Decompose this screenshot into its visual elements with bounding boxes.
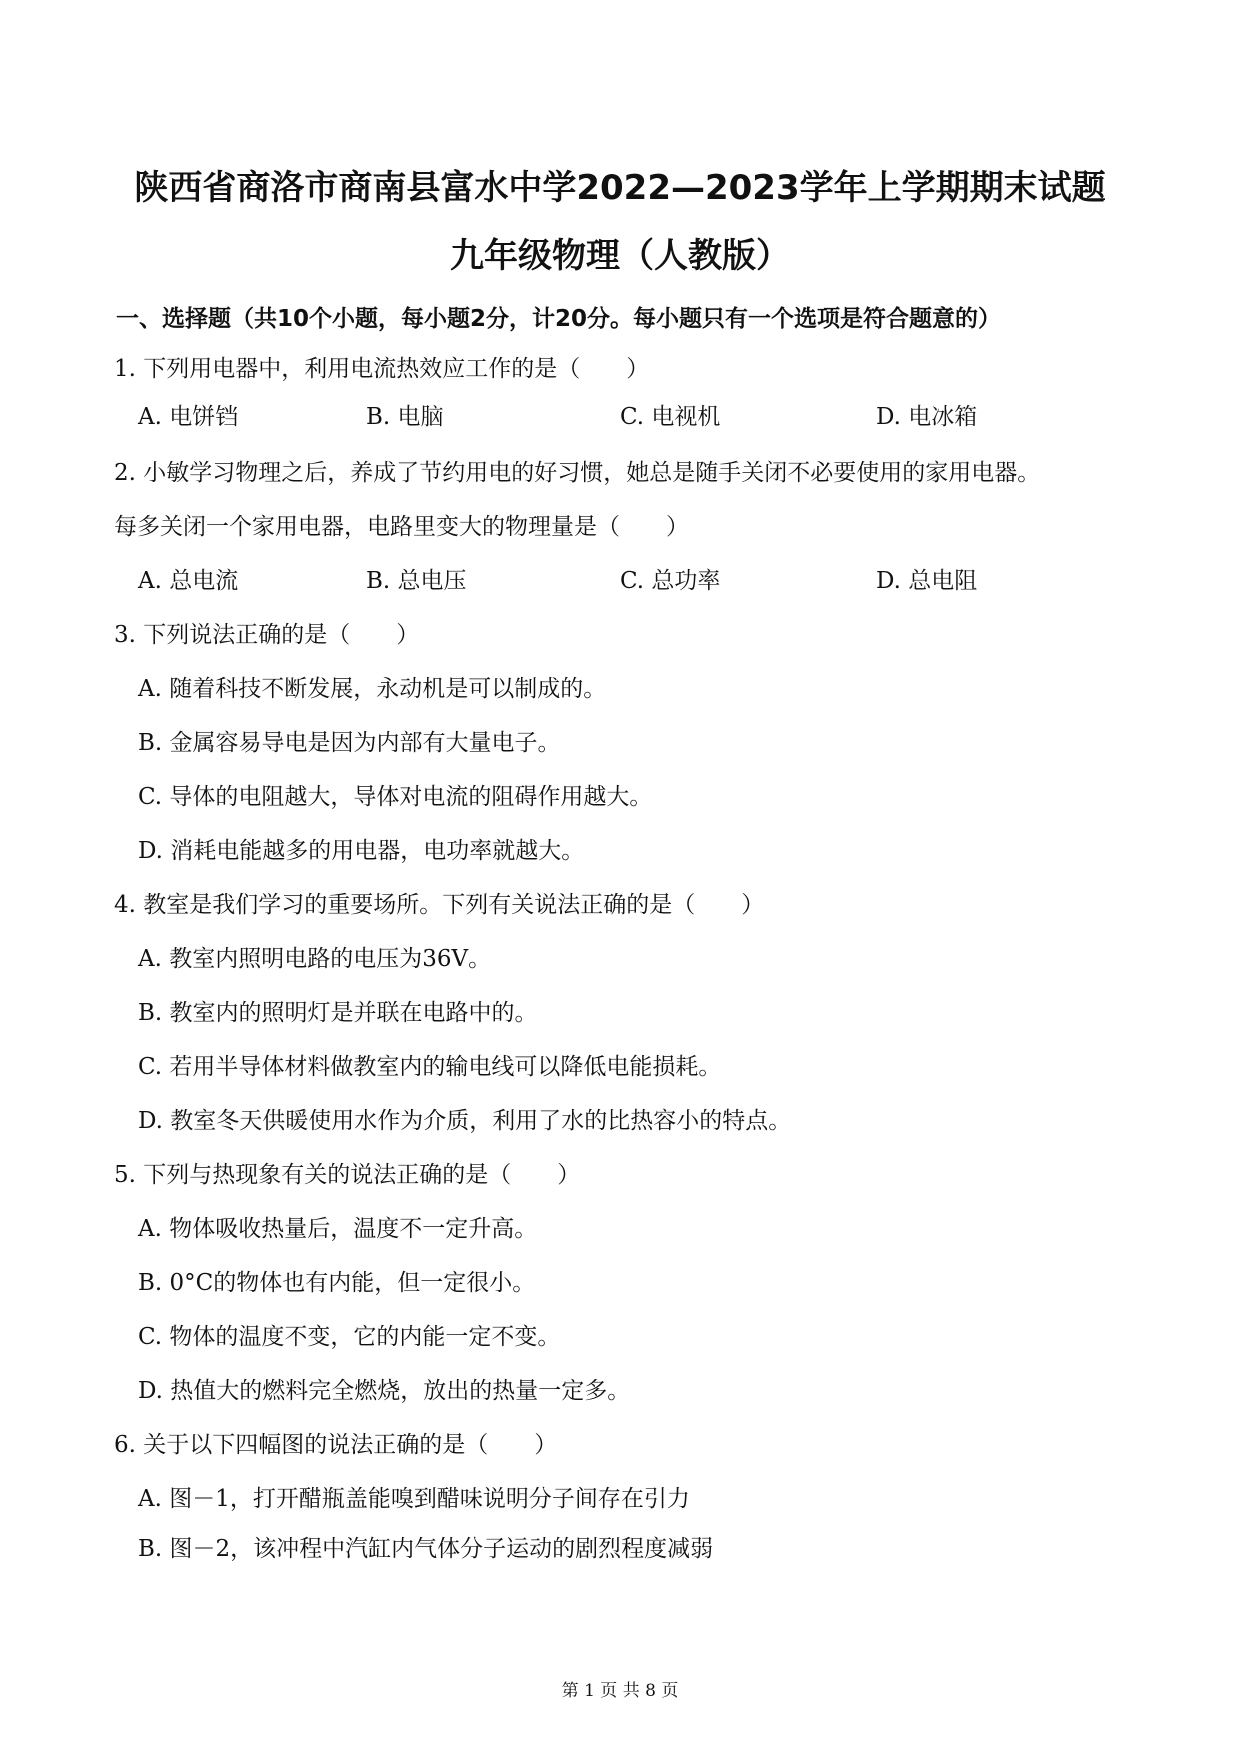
question-5-option-d: D. 热值大的燃料完全燃烧，放出的热量一定多。 (138, 1378, 631, 1404)
question-2-stem: 2. 小敏学习物理之后，养成了节约用电的好习惯，她总是随手关闭不必要使用的家用电器。 (114, 460, 1041, 486)
exam-title: 陕西省商洛市商南县富水中学2022—2023学年上学期期末试题 (134, 168, 1106, 208)
question-6-stem: 6. 关于以下四幅图的说法正确的是（ ） (114, 1432, 558, 1458)
question-1-stem: 1. 下列用电器中，利用电流热效应工作的是（ ） (114, 356, 650, 382)
question-4-option-c: C. 若用半导体材料做教室内的输电线可以降低电能损耗。 (138, 1054, 722, 1080)
question-1-option-d: D. 电冰箱 (876, 404, 978, 430)
question-5-stem: 5. 下列与热现象有关的说法正确的是（ ） (114, 1162, 581, 1188)
question-6-option-b: B. 图－2，该冲程中汽缸内气体分子运动的剧烈程度减弱 (138, 1536, 714, 1562)
question-5-option-c: C. 物体的温度不变，它的内能一定不变。 (138, 1324, 561, 1350)
question-1-option-b: B. 电脑 (366, 404, 444, 430)
question-2-option-b: B. 总电压 (366, 568, 467, 594)
question-3-option-c: C. 导体的电阻越大，导体对电流的阻碍作用越大。 (138, 784, 653, 810)
question-4-stem: 4. 教室是我们学习的重要场所。下列有关说法正确的是（ ） (114, 892, 765, 918)
question-3-option-b: B. 金属容易导电是因为内部有大量电子。 (138, 730, 561, 756)
question-4-option-b: B. 教室内的照明灯是并联在电路中的。 (138, 1000, 538, 1026)
question-5-option-b: B. 0°C的物体也有内能，但一定很小。 (138, 1270, 536, 1296)
question-3-stem: 3. 下列说法正确的是（ ） (114, 622, 420, 648)
question-2-option-d: D. 总电阻 (876, 568, 978, 594)
question-4-option-d: D. 教室冬天供暖使用水作为介质，利用了水的比热容小的特点。 (138, 1108, 792, 1134)
exam-subtitle: 九年级物理（人教版） (450, 236, 790, 276)
question-2-stem-continued: 每多关闭一个家用电器，电路里变大的物理量是（ ） (114, 514, 689, 540)
page-number: 第 1 页 共 8 页 (561, 1681, 679, 1701)
question-3-option-d: D. 消耗电能越多的用电器，电功率就越大。 (138, 838, 585, 864)
question-4-option-a: A. 教室内照明电路的电压为36V。 (138, 946, 492, 972)
question-2-option-c: C. 总功率 (620, 568, 721, 594)
question-5-option-a: A. 物体吸收热量后，温度不一定升高。 (138, 1216, 538, 1242)
question-3-option-a: A. 随着科技不断发展，永动机是可以制成的。 (138, 676, 607, 702)
question-6-option-a: A. 图－1，打开醋瓶盖能嗅到醋味说明分子间存在引力 (138, 1486, 690, 1512)
section-heading: 一、选择题（共10个小题，每小题2分，计20分。每小题只有一个选项是符合题意的） (116, 306, 1002, 332)
question-1-option-a: A. 电饼铛 (138, 404, 239, 430)
question-2-option-a: A. 总电流 (138, 568, 239, 594)
question-1-option-c: C. 电视机 (620, 404, 721, 430)
